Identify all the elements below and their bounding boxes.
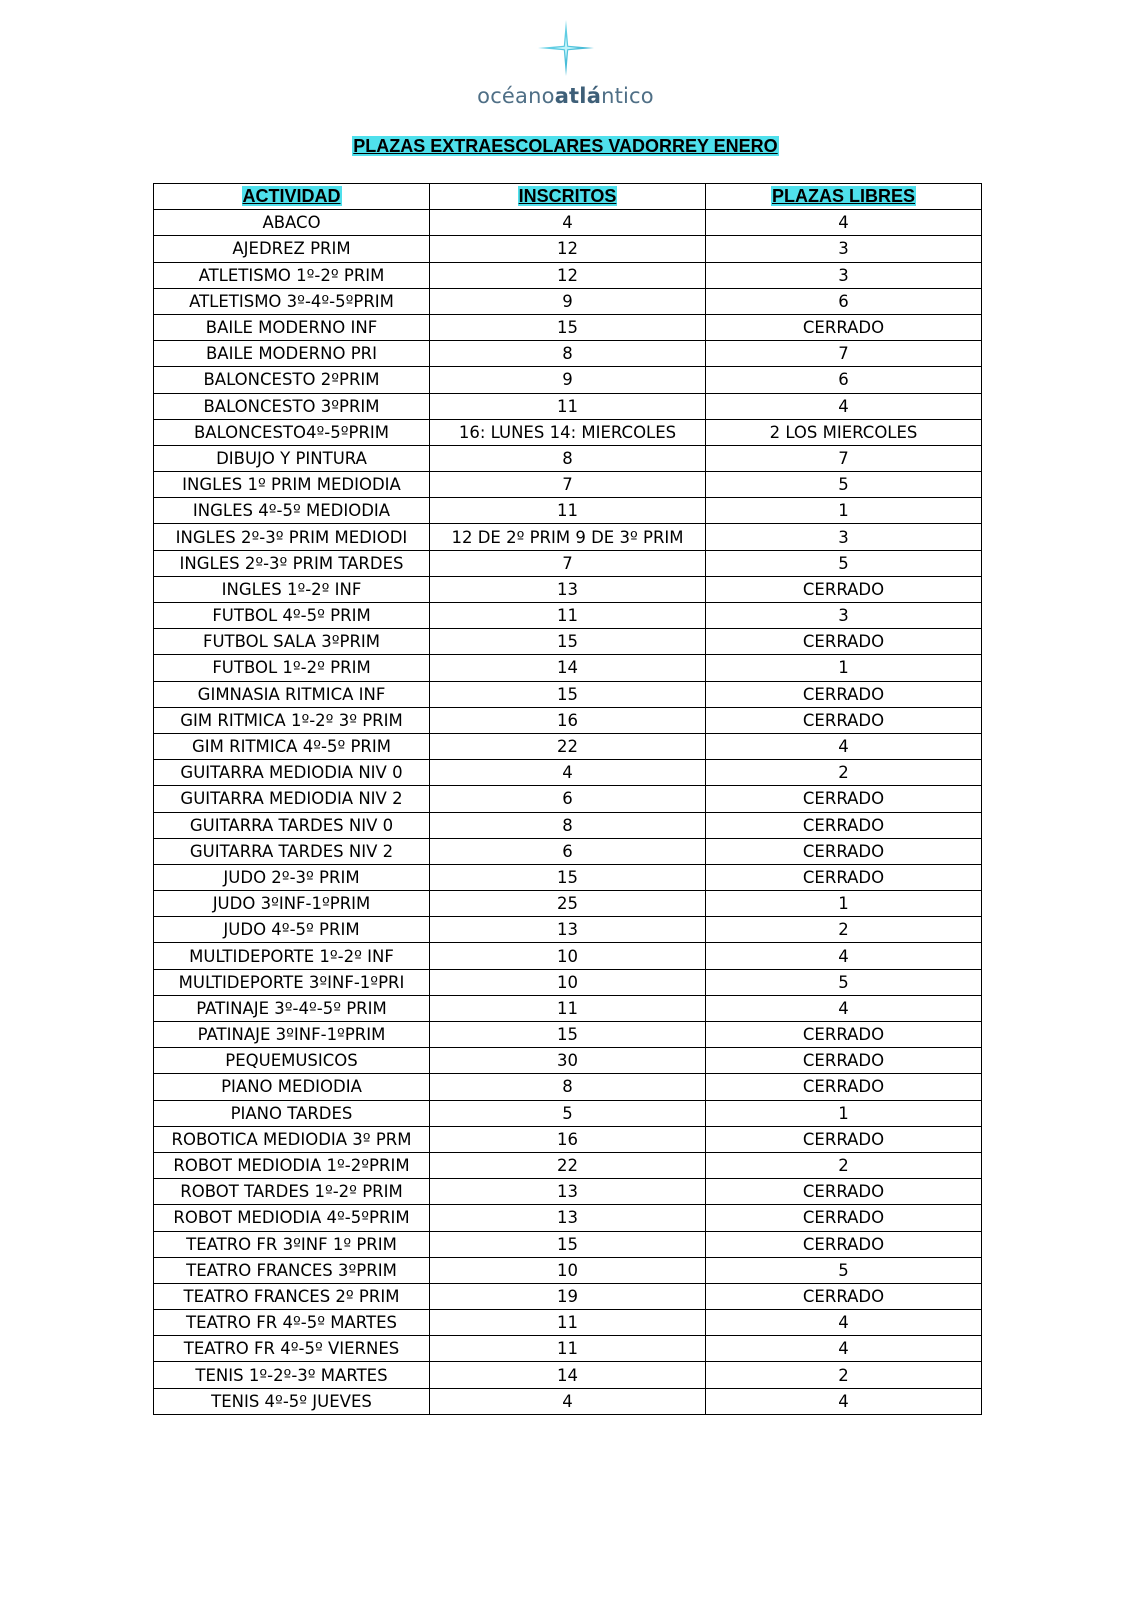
activity-cell: INGLES 1º PRIM MEDIODIA <box>154 472 430 498</box>
table-row <box>154 576 982 602</box>
table-row <box>154 864 982 890</box>
enrolled-cell: 11 <box>430 498 706 524</box>
enrolled-cell: 5 <box>430 1100 706 1126</box>
free-places-cell: CERRADO <box>706 707 982 733</box>
activity-cell: TENIS 1º-2º-3º MARTES <box>154 1362 430 1388</box>
enrolled-cell: 7 <box>430 472 706 498</box>
enrolled-cell: 30 <box>430 1048 706 1074</box>
table-row <box>154 393 982 419</box>
enrolled-cell: 8 <box>430 445 706 471</box>
activity-cell: INGLES 2º-3º PRIM TARDES <box>154 550 430 576</box>
free-places-cell: CERRADO <box>706 1126 982 1152</box>
table-row <box>154 550 982 576</box>
table-row <box>154 288 982 314</box>
table-row <box>154 1100 982 1126</box>
activity-cell: DIBUJO Y PINTURA <box>154 445 430 471</box>
activity-cell: PIANO TARDES <box>154 1100 430 1126</box>
activity-cell: ROBOT MEDIODIA 4º-5ºPRIM <box>154 1205 430 1231</box>
table-row <box>154 472 982 498</box>
enrolled-cell: 14 <box>430 1362 706 1388</box>
activity-cell: MULTIDEPORTE 1º-2º INF <box>154 943 430 969</box>
free-places-cell: 1 <box>706 498 982 524</box>
activity-cell: ATLETISMO 3º-4º-5ºPRIM <box>154 288 430 314</box>
enrolled-cell: 14 <box>430 655 706 681</box>
table-row <box>154 995 982 1021</box>
activity-cell: BALONCESTO 3ºPRIM <box>154 393 430 419</box>
enrolled-cell: 25 <box>430 891 706 917</box>
free-places-cell: CERRADO <box>706 1179 982 1205</box>
enrolled-cell: 15 <box>430 314 706 340</box>
activity-cell: INGLES 1º-2º INF <box>154 576 430 602</box>
header-label: INSCRITOS <box>518 186 617 207</box>
free-places-cell: 4 <box>706 1310 982 1336</box>
table-row <box>154 681 982 707</box>
free-places-cell: CERRADO <box>706 681 982 707</box>
free-places-cell: 5 <box>706 1257 982 1283</box>
enrolled-cell: 22 <box>430 1152 706 1178</box>
enrolled-cell: 15 <box>430 1231 706 1257</box>
activity-cell: FUTBOL 4º-5º PRIM <box>154 603 430 629</box>
table-row <box>154 445 982 471</box>
table-row <box>154 917 982 943</box>
table-row <box>154 498 982 524</box>
activity-cell: GUITARRA TARDES NIV 2 <box>154 838 430 864</box>
free-places-cell: CERRADO <box>706 576 982 602</box>
activity-cell: PEQUEMUSICOS <box>154 1048 430 1074</box>
activity-cell: GIM RITMICA 4º-5º PRIM <box>154 733 430 759</box>
free-places-cell: 1 <box>706 655 982 681</box>
free-places-cell: 2 <box>706 1362 982 1388</box>
free-places-cell: CERRADO <box>706 786 982 812</box>
table-row <box>154 1048 982 1074</box>
enrolled-cell: 7 <box>430 550 706 576</box>
enrolled-cell: 11 <box>430 1336 706 1362</box>
activity-cell: TEATRO FR 3ºINF 1º PRIM <box>154 1231 430 1257</box>
activity-cell: INGLES 2º-3º PRIM MEDIODI <box>154 524 430 550</box>
activity-cell: BALONCESTO4º-5ºPRIM <box>154 419 430 445</box>
enrolled-cell: 4 <box>430 760 706 786</box>
header-cell-actividad <box>154 184 430 210</box>
activity-cell: GIMNASIA RITMICA INF <box>154 681 430 707</box>
activity-cell: AJEDREZ PRIM <box>154 236 430 262</box>
enrolled-cell: 16 <box>430 1126 706 1152</box>
activity-cell: PATINAJE 3ºINF-1ºPRIM <box>154 1022 430 1048</box>
free-places-cell: 6 <box>706 367 982 393</box>
table-row <box>154 1152 982 1178</box>
enrolled-cell: 4 <box>430 210 706 236</box>
activity-cell: ROBOT MEDIODIA 1º-2ºPRIM <box>154 1152 430 1178</box>
enrolled-cell: 15 <box>430 864 706 890</box>
table-header-row <box>154 184 982 210</box>
free-places-cell: CERRADO <box>706 1283 982 1309</box>
enrolled-cell: 11 <box>430 603 706 629</box>
free-places-cell: 4 <box>706 943 982 969</box>
free-places-cell: CERRADO <box>706 1048 982 1074</box>
enrolled-cell: 9 <box>430 367 706 393</box>
table-row <box>154 969 982 995</box>
activity-cell: ATLETISMO 1º-2º PRIM <box>154 262 430 288</box>
free-places-cell: 3 <box>706 262 982 288</box>
table-row <box>154 733 982 759</box>
free-places-cell: 7 <box>706 445 982 471</box>
enrolled-cell: 16 <box>430 707 706 733</box>
free-places-cell: 2 <box>706 1152 982 1178</box>
enrolled-cell: 12 <box>430 236 706 262</box>
free-places-cell: CERRADO <box>706 1022 982 1048</box>
activity-cell: GUITARRA TARDES NIV 0 <box>154 812 430 838</box>
free-places-cell: 5 <box>706 969 982 995</box>
free-places-cell: 7 <box>706 341 982 367</box>
free-places-cell: 1 <box>706 891 982 917</box>
enrolled-cell: 13 <box>430 1205 706 1231</box>
table-row <box>154 1231 982 1257</box>
free-places-cell: 4 <box>706 210 982 236</box>
table-row <box>154 943 982 969</box>
activity-cell: PIANO MEDIODIA <box>154 1074 430 1100</box>
table-row <box>154 210 982 236</box>
free-places-cell: 5 <box>706 550 982 576</box>
table-row <box>154 707 982 733</box>
table-row <box>154 760 982 786</box>
page-title-wrap <box>0 136 1131 157</box>
enrolled-cell: 8 <box>430 1074 706 1100</box>
activity-cell: JUDO 3ºINF-1ºPRIM <box>154 891 430 917</box>
activity-cell: GUITARRA MEDIODIA NIV 0 <box>154 760 430 786</box>
free-places-cell: 4 <box>706 733 982 759</box>
table-row <box>154 812 982 838</box>
page-title: PLAZAS EXTRAESCOLARES VADORREY ENERO <box>353 136 778 156</box>
activity-cell: ABACO <box>154 210 430 236</box>
table-row <box>154 419 982 445</box>
free-places-cell: 4 <box>706 1388 982 1414</box>
header-cell-plazas-libres <box>706 184 982 210</box>
brand-name-part: océano <box>477 84 555 108</box>
free-places-cell: 2 LOS MIERCOLES <box>706 419 982 445</box>
free-places-cell: 4 <box>706 393 982 419</box>
brand-logo <box>0 18 1131 108</box>
enrolled-cell: 6 <box>430 838 706 864</box>
activity-cell: GIM RITMICA 1º-2º 3º PRIM <box>154 707 430 733</box>
table-row <box>154 786 982 812</box>
enrolled-cell: 9 <box>430 288 706 314</box>
table-row <box>154 891 982 917</box>
enrolled-cell: 8 <box>430 812 706 838</box>
table-row <box>154 1310 982 1336</box>
activity-cell: JUDO 2º-3º PRIM <box>154 864 430 890</box>
activity-cell: TEATRO FRANCES 3ºPRIM <box>154 1257 430 1283</box>
table-row <box>154 1074 982 1100</box>
brand-name <box>0 84 1131 108</box>
table-row <box>154 1257 982 1283</box>
enrolled-cell: 13 <box>430 917 706 943</box>
enrolled-cell: 13 <box>430 576 706 602</box>
table-row <box>154 655 982 681</box>
activity-cell: BAILE MODERNO PRI <box>154 341 430 367</box>
table-row <box>154 367 982 393</box>
header-label: ACTIVIDAD <box>242 186 341 207</box>
enrolled-cell: 10 <box>430 969 706 995</box>
free-places-cell: 5 <box>706 472 982 498</box>
enrolled-cell: 15 <box>430 629 706 655</box>
table-row <box>154 603 982 629</box>
enrolled-cell: 6 <box>430 786 706 812</box>
table-row <box>154 1022 982 1048</box>
table-row <box>154 236 982 262</box>
enrolled-cell: 10 <box>430 943 706 969</box>
enrolled-cell: 22 <box>430 733 706 759</box>
enrolled-cell: 15 <box>430 1022 706 1048</box>
free-places-cell: CERRADO <box>706 1205 982 1231</box>
free-places-cell: 4 <box>706 1336 982 1362</box>
free-places-cell: 1 <box>706 1100 982 1126</box>
enrolled-cell: 4 <box>430 1388 706 1414</box>
activity-cell: BALONCESTO 2ºPRIM <box>154 367 430 393</box>
activity-cell: TENIS 4º-5º JUEVES <box>154 1388 430 1414</box>
table-row <box>154 1179 982 1205</box>
free-places-cell: 2 <box>706 917 982 943</box>
table-row <box>154 1362 982 1388</box>
free-places-cell: CERRADO <box>706 1231 982 1257</box>
table-row <box>154 1336 982 1362</box>
header-label: PLAZAS LIBRES <box>771 186 915 207</box>
activity-cell: GUITARRA MEDIODIA NIV 2 <box>154 786 430 812</box>
free-places-cell: CERRADO <box>706 629 982 655</box>
activity-cell: FUTBOL SALA 3ºPRIM <box>154 629 430 655</box>
free-places-cell: 2 <box>706 760 982 786</box>
free-places-cell: 4 <box>706 995 982 1021</box>
activity-cell: FUTBOL 1º-2º PRIM <box>154 655 430 681</box>
table-row <box>154 1126 982 1152</box>
enrolled-cell: 12 <box>430 262 706 288</box>
enrolled-cell: 19 <box>430 1283 706 1309</box>
activity-cell: BAILE MODERNO INF <box>154 314 430 340</box>
table-row <box>154 314 982 340</box>
activity-cell: TEATRO FR 4º-5º MARTES <box>154 1310 430 1336</box>
free-places-cell: CERRADO <box>706 1074 982 1100</box>
free-places-cell: 3 <box>706 236 982 262</box>
free-places-cell: 6 <box>706 288 982 314</box>
enrolled-cell: 11 <box>430 393 706 419</box>
brand-name-bold: atlá <box>554 84 602 108</box>
activity-cell: ROBOTICA MEDIODIA 3º PRM <box>154 1126 430 1152</box>
activity-cell: INGLES 4º-5º MEDIODIA <box>154 498 430 524</box>
table-row <box>154 262 982 288</box>
table-row <box>154 629 982 655</box>
activity-cell: ROBOT TARDES 1º-2º PRIM <box>154 1179 430 1205</box>
table-row <box>154 524 982 550</box>
enrolled-cell: 13 <box>430 1179 706 1205</box>
header-cell-inscritos <box>430 184 706 210</box>
free-places-cell: 3 <box>706 603 982 629</box>
enrolled-cell: 10 <box>430 1257 706 1283</box>
table-row <box>154 341 982 367</box>
brand-name-part: ntico <box>601 84 654 108</box>
table-row <box>154 1205 982 1231</box>
table-row <box>154 1388 982 1414</box>
activity-cell: JUDO 4º-5º PRIM <box>154 917 430 943</box>
free-places-cell: CERRADO <box>706 864 982 890</box>
star-sparkle-icon <box>536 18 596 78</box>
enrolled-cell: 11 <box>430 995 706 1021</box>
activity-cell: TEATRO FR 4º-5º VIERNES <box>154 1336 430 1362</box>
enrolled-cell: 11 <box>430 1310 706 1336</box>
enrolled-cell: 8 <box>430 341 706 367</box>
free-places-cell: CERRADO <box>706 812 982 838</box>
free-places-cell: CERRADO <box>706 838 982 864</box>
activity-cell: TEATRO FRANCES 2º PRIM <box>154 1283 430 1309</box>
activity-cell: PATINAJE 3º-4º-5º PRIM <box>154 995 430 1021</box>
table-row <box>154 1283 982 1309</box>
enrolled-cell: 12 DE 2º PRIM 9 DE 3º PRIM <box>430 524 706 550</box>
free-places-cell: CERRADO <box>706 314 982 340</box>
enrolled-cell: 16: LUNES 14: MIERCOLES <box>430 419 706 445</box>
activities-table <box>153 183 982 1415</box>
enrolled-cell: 15 <box>430 681 706 707</box>
activity-cell: MULTIDEPORTE 3ºINF-1ºPRI <box>154 969 430 995</box>
free-places-cell: 3 <box>706 524 982 550</box>
table-row <box>154 838 982 864</box>
